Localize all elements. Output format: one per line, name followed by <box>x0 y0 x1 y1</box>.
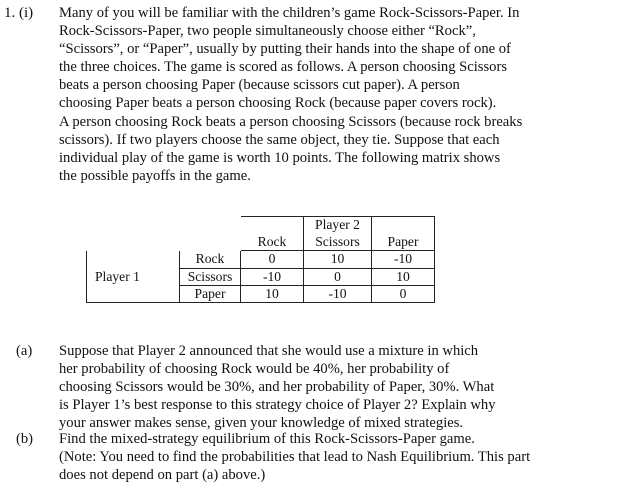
matrix-cell: 10 <box>241 285 304 302</box>
intro-line: “Scissors”, or “Paper”, usually by putting their hands into the shape of one of <box>59 41 511 58</box>
part-b-line: does not depend on part (a) above.) <box>59 467 266 484</box>
row-header-scissors: Scissors <box>180 268 241 285</box>
matrix-cell: 10 <box>304 251 372 268</box>
matrix-row-rock <box>87 251 435 268</box>
player1-label: Player 1 <box>87 251 180 303</box>
part-a-label: (a) <box>16 343 33 359</box>
matrix-cell: -10 <box>241 268 304 285</box>
matrix-cell: 0 <box>241 251 304 268</box>
part-b-label: (b) <box>16 431 34 447</box>
payoff-matrix <box>86 216 435 303</box>
intro-line: the possible payoffs in the game. <box>59 167 251 184</box>
matrix-cell: 10 <box>372 268 435 285</box>
part-a-line: Suppose that Player 2 announced that she would use a mixture in which <box>59 343 479 359</box>
part-b-line: Find the mixed-strategy equilibrium of this Rock-Scissors-Paper game. <box>59 431 475 447</box>
part-a-line: your answer makes sense, given your knowledge of mixed strategies. <box>59 415 464 432</box>
row-header-paper: Paper <box>180 285 241 302</box>
intro-line: choosing Paper beats a person choosing Rock (because paper covers rock). <box>59 95 497 112</box>
intro-line: Many of you will be familiar with the children’s game Rock-Scissors-Paper. In <box>59 5 520 21</box>
player2-label: Player 2 <box>304 217 372 234</box>
matrix-cell: -10 <box>372 251 435 268</box>
col-header-scissors: Scissors <box>304 234 372 251</box>
row-header-rock: Rock <box>180 251 241 268</box>
part-a-line: her probability of choosing Rock would be 40%, her probability of <box>59 361 450 378</box>
intro-line: A person choosing Rock beats a person choosing Scissors (because rock breaks <box>59 113 523 130</box>
intro-line: Rock-Scissors-Paper, two people simultaneously choose either “Rock”, <box>59 23 476 40</box>
question-intro <box>59 4 579 185</box>
matrix-header-row-2 <box>87 234 435 251</box>
question-number: 1. (i) <box>4 5 34 21</box>
part-b-text <box>59 430 579 484</box>
part-b-line: (Note: You need to find the probabilities that lead to Nash Equilibrium. This part <box>59 449 531 466</box>
intro-line: individual play of the game is worth 10 points. The following matrix shows <box>59 149 501 166</box>
part-a-text <box>59 342 579 432</box>
part-a-line: is Player 1’s best response to this strategy choice of Player 2? Explain why <box>59 397 496 414</box>
intro-line: scissors). If two players choose the same object, they tie. Suppose that each <box>59 131 500 148</box>
col-header-rock: Rock <box>241 234 304 251</box>
matrix-cell: 0 <box>372 285 435 302</box>
part-a-line: choosing Scissors would be 30%, and her probability of Paper, 30%. What <box>59 379 495 396</box>
matrix-cell: -10 <box>304 285 372 302</box>
matrix-cell: 0 <box>304 268 372 285</box>
intro-line: beats a person choosing Paper (because scissors cut paper). A person <box>59 77 460 94</box>
intro-line: the three choices. The game is scored as follows. A person choosing Scissors <box>59 59 507 76</box>
matrix-header-row-1 <box>87 217 435 234</box>
col-header-paper: Paper <box>372 234 435 251</box>
